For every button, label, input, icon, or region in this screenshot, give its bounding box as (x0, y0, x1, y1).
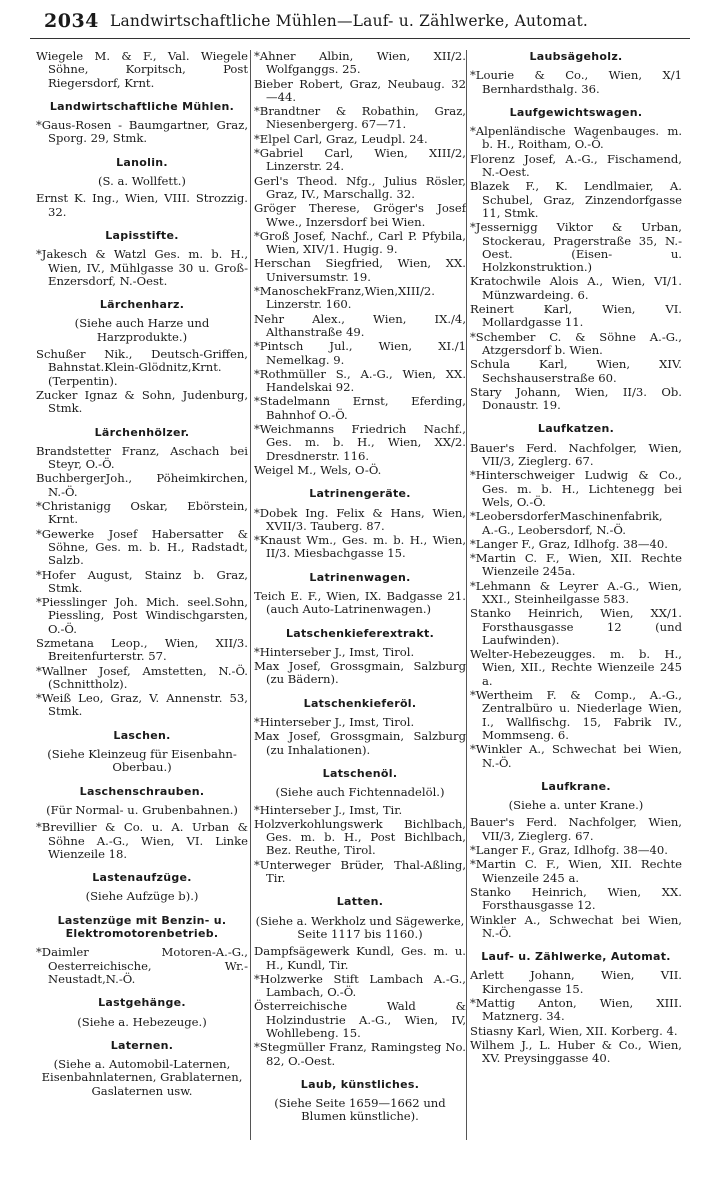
directory-entry: *Hinterseber J., Imst, Tirol. (254, 644, 415, 659)
directory-entry: *Jessernigg Viktor & Urban, Stockerau, Pragerstraße 35, N.-Oest. (Eisen- u. Holzkonstruktion.) (470, 220, 682, 275)
directory-entry: *Daimler Motoren-A.-G., Oesterreichische, Wr.-Neustadt,N.-Ö. (36, 945, 248, 986)
directory-entry: Florenz Josef, A.-G., Fischamend, N.-Oest. (470, 151, 682, 180)
directory-entry: Zucker Ignaz & Sohn, Judenburg, Stmk. (36, 387, 248, 416)
directory-entry: Wilhem J., L. Huber & Co., Wien, XV. Preysinggasse 40. (470, 1037, 682, 1066)
section-heading: Laubsägeholz. (529, 50, 623, 63)
section-heading: Latrinenwagen. (309, 570, 411, 584)
directory-entry: Arlett Johann, Wien, VII. Kirchengasse 15. (470, 968, 682, 996)
directory-entry: Herschan Siegfried, Wien, XX. Universumstr. 19. (254, 256, 466, 284)
directory-entry: BuchbergerJoh., Pöheimkirchen, N.-Ö. (36, 471, 248, 499)
directory-entry: *Hinterseber J., Imst, Tirol. (254, 715, 415, 730)
directory-entry: Max Josef, Grossgmain, Salzburg (zu Inhalationen). (254, 729, 466, 757)
directory-entry: *Brevillier & Co. u. A. Urban & Söhne A.-G., Wien, VI. Linke Wienzeile 18. (36, 820, 248, 861)
column-divider (250, 50, 251, 1140)
section-heading: Latrinengeräte. (309, 487, 411, 501)
directory-entry: *Groß Josef, Nachf., Carl P. Pfybila, Wien, XIV/1. Hugig. 9. (254, 228, 466, 257)
section-heading: Latschenkieferöl. (303, 696, 417, 710)
directory-entry: *Knaust Wm., Ges. m. b. H., Wien, II/3. Miesbachgasse 15. (254, 533, 466, 561)
directory-entry: Szmetana Leop., Wien, XII/3. Breitenfurterstr. 57. (36, 635, 248, 664)
cross-reference-note: (Siehe a. Werkholz und Sägewerke, Seite 1117 bis 1160.) (255, 913, 465, 941)
directory-entry: *Brandtner & Robathin, Graz, Niesenbergerg. 67—71. (254, 104, 466, 132)
column-3 (470, 50, 682, 1175)
directory-entry: Wiegele M. & F., Val. Wiegele Söhne, Korpitsch, Post Riegersdorf, Krnt. (36, 50, 248, 90)
directory-entry: Dampfsägewerk Kundl, Ges. m. u. H., Kundl, Tir. (254, 944, 466, 972)
cross-reference-note: (S. a. Wollfett.) (98, 174, 186, 189)
directory-entry: Kratochwile Alois A., Wien, VI/1. Münzwardeing. 6. (470, 274, 682, 302)
directory-entry: Stanko Heinrich, Wien, XX. Forsthausgasse 12. (470, 884, 682, 913)
directory-entry: *Pintsch Jul., Wien, XI./1 Nemelkag. 9. (254, 339, 466, 367)
directory-entry: *Martin C. F., Wien, XII. Rechte Wienzeile 245 a. (470, 857, 682, 885)
section-heading: Lapisstifte. (105, 228, 179, 242)
section-heading: Landwirtschaftliche Mühlen. (49, 99, 235, 113)
directory-entry: *Weiß Leo, Graz, V. Annenstr. 53, Stmk. (36, 691, 248, 719)
directory-entry: Stanko Heinrich, Wien, XX/1. Forsthausgasse 12 (und Laufwinden). (470, 606, 682, 647)
directory-entry: *Mattig Anton, Wien, XIII. Matznerg. 34. (470, 996, 682, 1024)
section-heading: Laub, künstliches. (300, 1077, 420, 1091)
directory-entry: *Alpenländische Wagenbauges. m. b. H., Roitham, O.-Ö. (470, 124, 682, 152)
directory-entry: Welter-Hebezeugges. m. b. H., Wien, XII., Rechte Wienzeile 245 a. (470, 647, 682, 688)
page-number: 2034 (44, 10, 99, 32)
section-heading: Latschenöl. (322, 766, 398, 780)
section-heading: Lastenaufzüge. (92, 871, 192, 885)
directory-entry: Teich E. F., Wien, IX. Badgasse 21. (auch Auto-Latrinenwagen.) (254, 588, 466, 617)
directory-entry: Weigel M., Wels, O-Ö. (254, 462, 382, 477)
section-heading: Laufkrane. (541, 779, 611, 793)
section-heading: Lauf- u. Zählwerke, Automat. (481, 950, 671, 964)
directory-entry: *Unterweger Brüder, Thal-Aßling, Tir. (254, 857, 466, 886)
directory-entry: *Lehmann & Leyrer A.-G., Wien, XXI., Steinheilgasse 583. (470, 578, 682, 606)
cross-reference-note: (Siehe Kleinzeug für Eisenbahn-Oberbau.) (47, 747, 237, 775)
section-heading: Latschenkieferextrakt. (285, 626, 435, 640)
section-heading: Laternen. (110, 1038, 174, 1052)
cross-reference-note: (Siehe auch Harze und Harzprodukte.) (74, 316, 210, 344)
directory-entry: Bieber Robert, Graz, Neubaug. 32—44. (254, 76, 466, 104)
cross-reference-note: (Siehe a. Hebezeuge.) (77, 1014, 207, 1029)
directory-entry: *Wallner Josef, Amstetten, N.-Ö. (Schnittholz). (36, 663, 248, 691)
directory-entry: Gerl's Theod. Nfg., Julius Rösler, Graz, IV., Marschallg. 32. (254, 173, 466, 201)
directory-entry: Österreichische Wald & Holzindustrie A.-G., Wien, IV, Wohllebeng. 15. (254, 999, 466, 1040)
directory-entry: *Langer F., Graz, Idlhofg. 38—40. (470, 536, 668, 551)
directory-entry: *Hinterseber J., Imst, Tir. (254, 802, 403, 817)
directory-entry: *Ahner Albin, Wien, XII/2. Wolfganggs. 25. (254, 50, 466, 77)
directory-entry: *Rothmüller S., A.-G., Wien, XX. Handelskai 92. (254, 366, 466, 395)
directory-entry: *Langer F., Graz, Idlhofg. 38—40. (470, 843, 668, 858)
directory-entry: *LeobersdorferMaschinenfabrik, A.-G., Leobersdorf, N.-Ö. (470, 509, 663, 537)
section-heading: Lanolin. (116, 155, 168, 169)
directory-entry: *Jakesch & Watzl Ges. m. b. H., Wien, IV., Mühlgasse 30 u. Groß-Enzersdorf, N.-Oest. (36, 247, 248, 288)
directory-entry: Schußer Nik., Deutsch-Griffen, Bahnstat.Klein-Glödnitz,Krnt. (Terpentin). (36, 347, 248, 388)
directory-entry: Brandstetter Franz, Aschach bei Steyr, O.-Ö. (36, 443, 248, 472)
directory-entry: *Hinterschweiger Ludwig & Co., Ges. m. b. H., Lichtenegg bei Wels, O.-Ö. (470, 468, 682, 509)
directory-entry: Stary Johann, Wien, II/3. Ob. Donaustr. 19. (470, 384, 682, 413)
directory-entry: *Schember C. & Söhne A.-G., Atzgersdorf b. Wien. (470, 329, 682, 357)
cross-reference-note: (Siehe Seite 1659—1662 und Blumen künstliche). (274, 1096, 446, 1124)
section-heading: Laufgewichtswagen. (509, 105, 643, 119)
cross-reference-note: (Siehe a. Automobil-Laternen, Eisenbahnlaternen, Grablaternen, Gaslaternen usw. (41, 1057, 243, 1098)
directory-entry: *Elpel Carl, Graz, Leudpl. 24. (254, 131, 428, 146)
column-divider (466, 50, 467, 1140)
directory-entry: Schula Karl, Wien, XIV. Sechshauserstraße 60. (470, 357, 682, 385)
directory-entry: Max Josef, Grossgmain, Salzburg (zu Bädern). (254, 659, 466, 687)
directory-entry: *Piesslinger Joh. Mich. seel.Sohn, Piessling, Post Windischgarsten, O.-Ö. (36, 595, 248, 636)
section-heading: Lärchenhölzer. (94, 425, 190, 439)
section-heading: Lastgehänge. (98, 996, 186, 1010)
directory-entry: *Weichmanns Friedrich Nachf., Ges. m. b. H., Wien, XX/2. Dresdnerstr. 116. (254, 422, 466, 463)
directory-entry: Winkler A., Schwechat bei Wien, N.-Ö. (470, 912, 682, 940)
directory-entry: *Gewerke Josef Habersatter & Söhne, Ges. m. b. H., Radstadt, Salzb. (36, 526, 248, 568)
directory-entry: *Winkler A., Schwechat bei Wien, N.-Ö. (470, 742, 682, 770)
section-heading: Laschenschrauben. (79, 784, 205, 798)
directory-entry: *Stegmüller Franz, Ramingsteg No. 82, O.-Oest. (254, 1040, 466, 1068)
directory-entry: *Dobek Ing. Felix & Hans, Wien, XVII/3. Tauberg. 87. (254, 505, 466, 533)
column-1 (36, 50, 248, 1175)
directory-entry: *Hofer August, Stainz b. Graz, Stmk. (36, 567, 248, 595)
directory-entry: Reinert Karl, Wien, VI. Mollardgasse 11. (470, 302, 682, 330)
directory-entry: Ernst K. Ing., Wien, VIII. Strozzig. 32. (36, 191, 248, 219)
directory-entry: Holzverkohlungswerk Bichlbach, Ges. m. b. H., Post Bichlbach, Bez. Reuthe, Tirol. (254, 816, 466, 858)
directory-entry: *Lourie & Co., Wien, X/1 Bernhardsthalg. 36. (470, 68, 682, 96)
cross-reference-note: (Siehe a. unter Krane.) (508, 798, 644, 813)
directory-entry: Stiasny Karl, Wien, XII. Korberg. 4. (470, 1023, 678, 1038)
column-2 (254, 50, 466, 1175)
directory-entry: *Gaus-Rosen - Baumgartner, Graz, Sporg. 29, Stmk. (36, 118, 248, 146)
section-heading: Lastenzüge mit Benzin- u. Elektromotorenbetrieb. (57, 913, 227, 941)
directory-entry: Nehr Alex., Wien, IX./4, Althanstraße 49. (254, 311, 466, 339)
directory-entry: *Christanigg Oskar, Ebörstein, Krnt. (36, 499, 248, 527)
section-heading: Lärchenharz. (99, 298, 185, 312)
cross-reference-note: (Siehe Aufzüge b).) (85, 889, 199, 904)
directory-entry: *Holzwerke Stift Lambach A.-G., Lambach, O.-Ö. (254, 971, 466, 1000)
directory-entry: Bauer's Ferd. Nachfolger, Wien, VII/3, Zieglerg. 67. (470, 815, 682, 843)
directory-entry: *Stadelmann Ernst, Eferding, Bahnhof O.-Ö. (254, 394, 466, 422)
directory-entry: Blazek F., K. Lendlmaier, A. Schubel, Graz, Zinzendorfgasse 11, Stmk. (470, 179, 682, 220)
running-title: Landwirtschaftliche Mühlen—Lauf- u. Zählwerke, Automat. (110, 12, 589, 30)
cross-reference-note: (Siehe auch Fichtennadelöl.) (275, 785, 445, 800)
cross-reference-note: (Für Normal- u. Grubenbahnen.) (46, 802, 238, 817)
section-heading: Laschen. (113, 728, 171, 742)
directory-entry: *Martin C. F., Wien, XII. Rechte Wienzeile 245a. (470, 551, 682, 579)
directory-entry: *Wertheim F. & Comp., A.-G., Zentralbüro u. Niederlage Wien, I., Wallfischg. 15, Fabrik IV., Mommseng. 6. (470, 688, 682, 742)
directory-entry: *Gabriel Carl, Wien, XIII/2, Linzerstr. 24. (254, 146, 466, 174)
directory-entry: Bauer's Ferd. Nachfolger, Wien, VII/3, Zieglerg. 67. (470, 440, 682, 469)
page-header (30, 10, 690, 39)
section-heading: Latten. (336, 895, 384, 909)
directory-entry: *ManoschekFranz,Wien,XIII/2. Linzerstr. 160. (254, 284, 435, 312)
directory-entry: Gröger Therese, Gröger's Josef Wwe., Inzersdorf bei Wien. (254, 201, 466, 229)
section-heading: Laufkatzen. (537, 422, 615, 436)
